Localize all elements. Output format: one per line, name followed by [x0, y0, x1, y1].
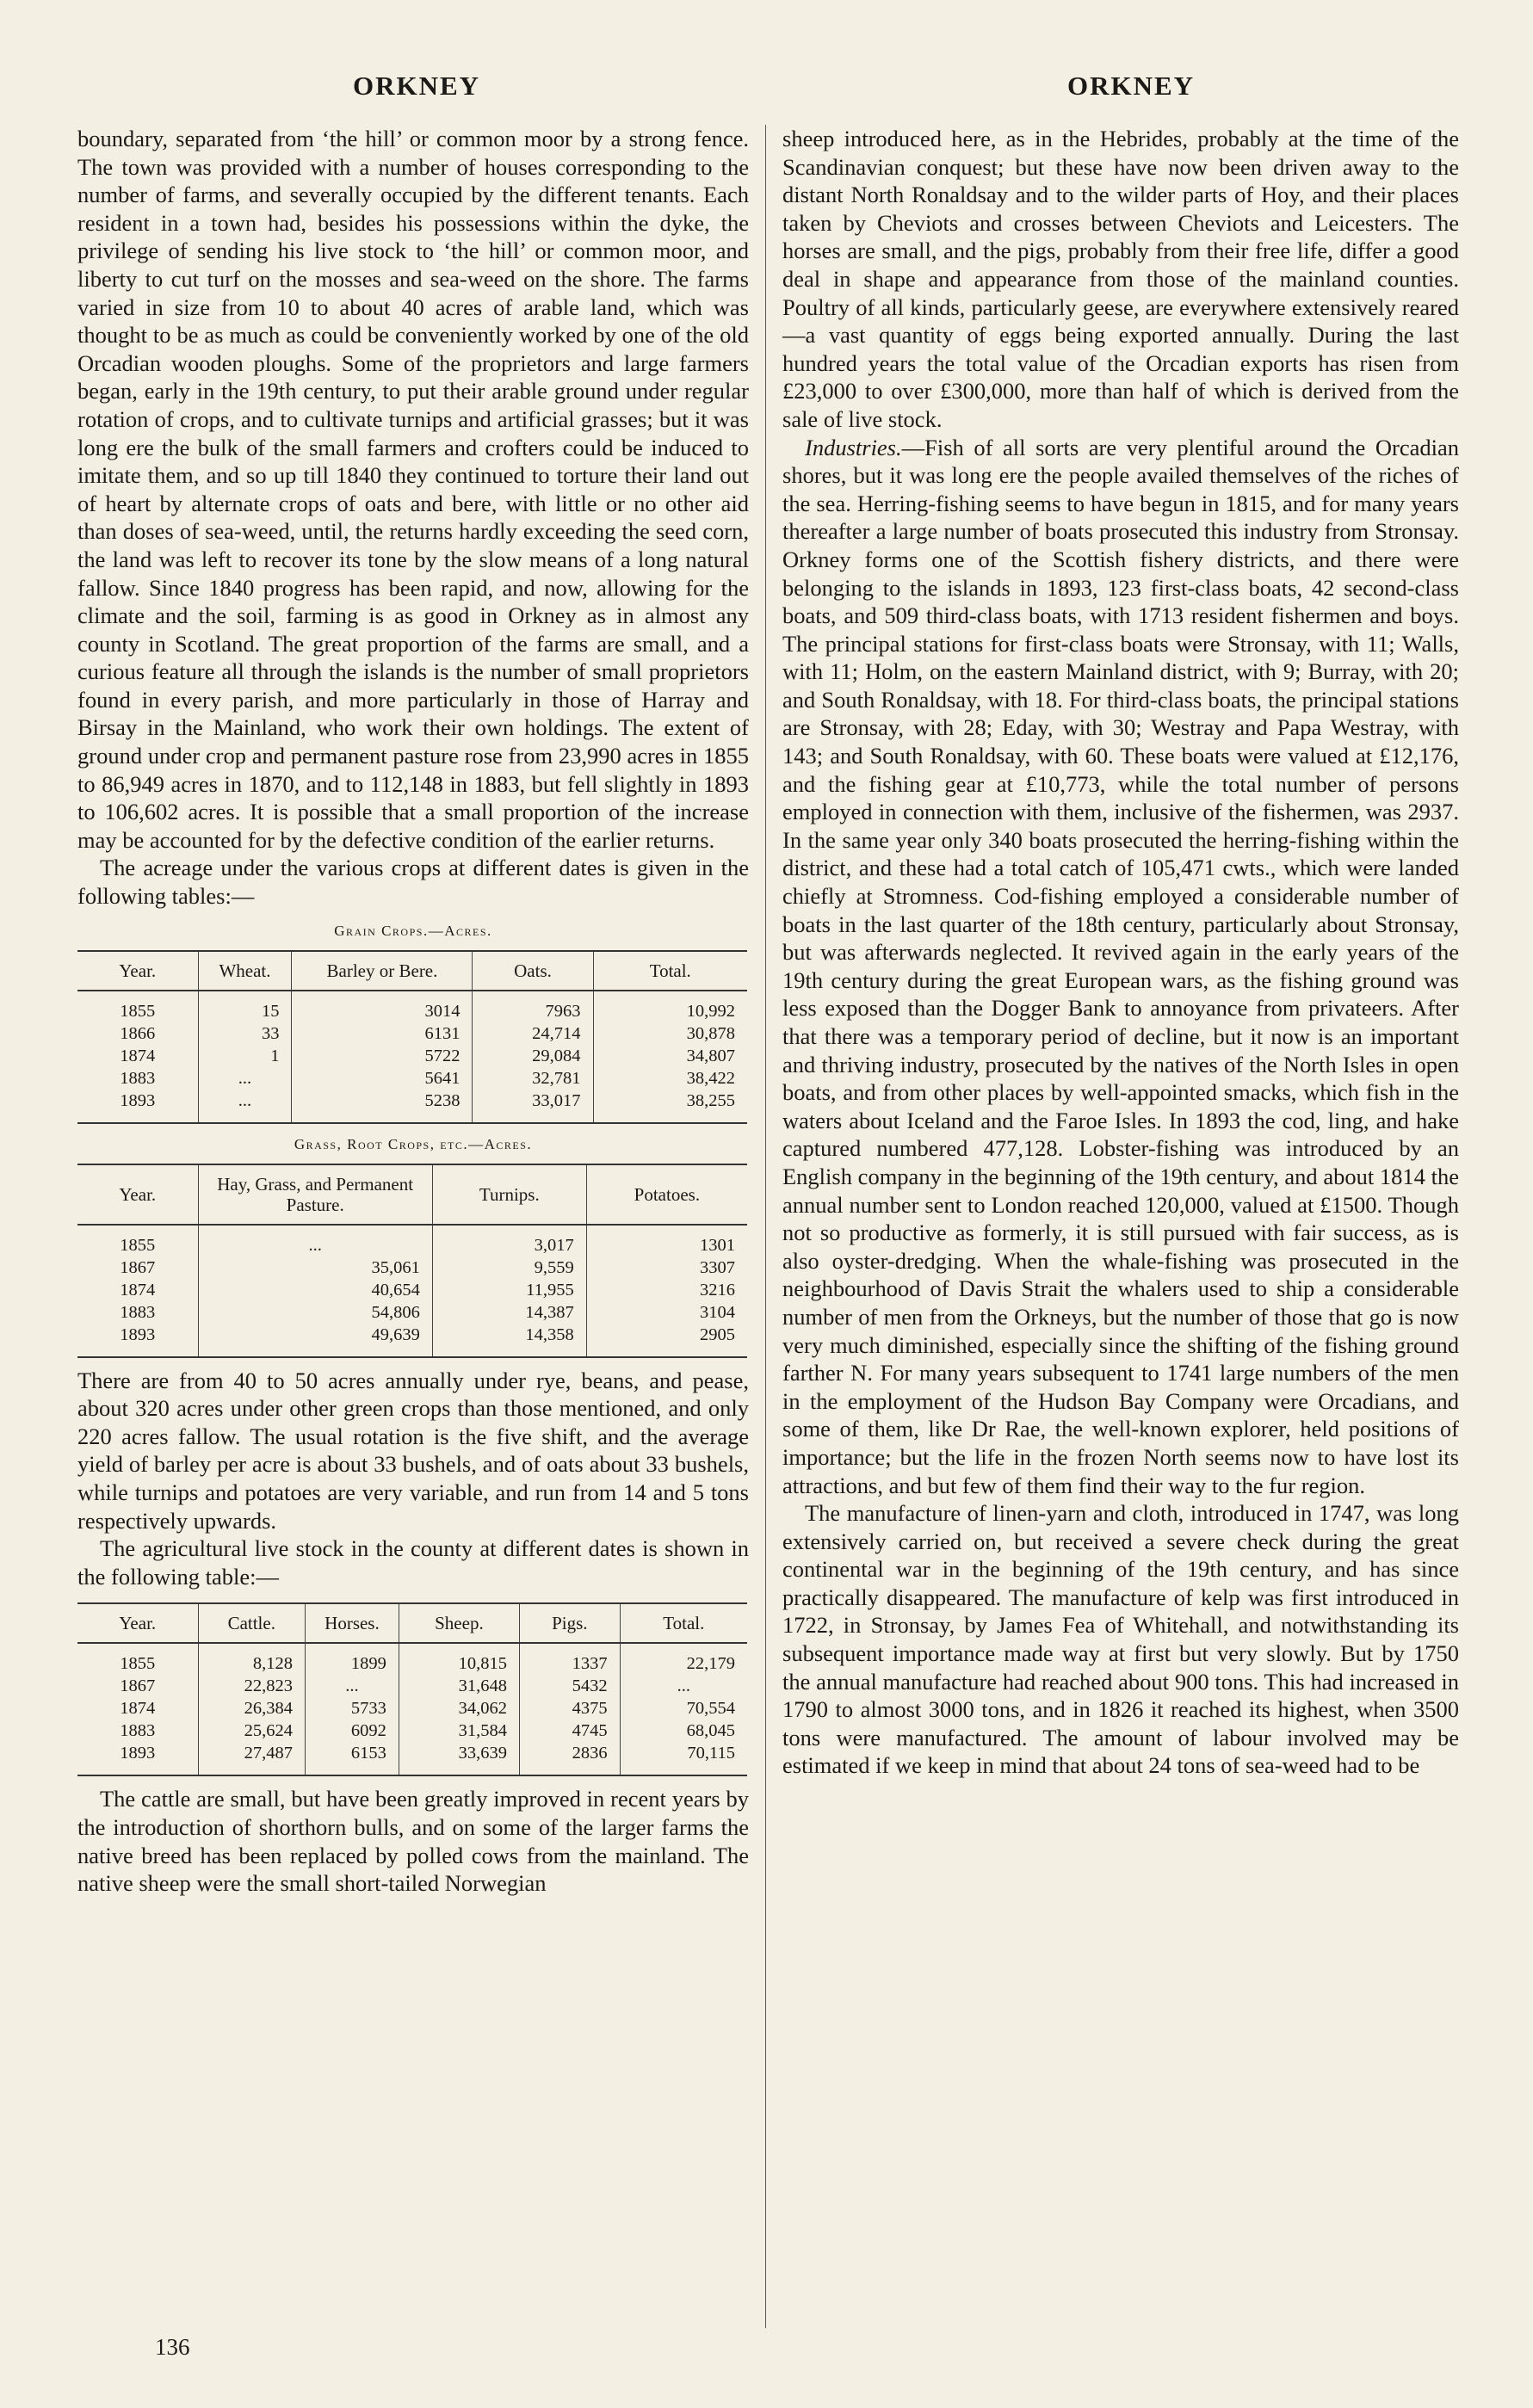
- paragraph: sheep introduced here, as in the Hebrides, probably at the time of the Scandinavian conquest; but these have now been driven away to the distant North Ronaldsay and to the wilder parts of Hoy, and their places taken by Cheviots and crosses between Cheviots and Leicesters. The horses are small, and the pigs, probably from their free life, differ a good deal in shape and appearance from those of the mainland counties. Poultry of all kinds, particularly geese, are everywhere extensively reared—a vast quantity of eggs being exported annually. During the last hundred years the total value of the Orcadian exports has risen from £23,000 to over £300,000, more than half of which is derived from the sale of live stock.: [782, 126, 1459, 432]
- running-head-left: ORKNEY: [353, 71, 481, 101]
- column-divider: [765, 125, 766, 2328]
- table-cell: 49,639: [198, 1324, 432, 1357]
- table-cell: 33,639: [399, 1742, 519, 1775]
- table-cell: 25,624: [198, 1720, 305, 1742]
- column-header: Hay, Grass, and Permanent Pasture.: [198, 1164, 432, 1225]
- table-cell: 70,554: [620, 1697, 747, 1720]
- table-cell: 40,654: [198, 1279, 432, 1301]
- table-cell: 9,559: [432, 1256, 586, 1279]
- table-row: [77, 1742, 747, 1775]
- paragraph: The agricultural live stock in the county at different dates is shown in the following table:—: [77, 1535, 749, 1590]
- table-cell: 38,255: [593, 1090, 747, 1123]
- table-row: [77, 1279, 747, 1301]
- table-cell: 35,061: [198, 1256, 432, 1279]
- table-cell: 1893: [77, 1742, 198, 1775]
- column-header: Year.: [77, 1603, 198, 1643]
- table-cell: 31,648: [399, 1675, 519, 1697]
- table-row: [77, 1301, 747, 1324]
- table-cell: 1874: [120, 1699, 156, 1719]
- table-cell: 5641: [292, 1067, 473, 1090]
- column-header: Turnips.: [432, 1164, 586, 1225]
- table-cell: 54,806: [198, 1301, 432, 1324]
- table-cell: 31,584: [399, 1720, 519, 1742]
- table-cell: 38,422: [593, 1067, 747, 1090]
- table-cell: 3307: [586, 1256, 747, 1279]
- paragraph: There are from 40 to 50 acres annually under rye, beans, and pease, about 320 acres under other green crops than those mentioned, and only 220 acres fallow. The usual rotation is the five shift, and the average yield of barley per acre is about 33 bushels, and of oats about 33 bushels, while turnips and potatoes are very variable, and run from 14 and 5 tons respectively upwards.: [77, 1367, 749, 1534]
- table-cell: 70,115: [620, 1742, 747, 1775]
- column-header: Wheat.: [198, 951, 292, 991]
- left-column: [77, 125, 749, 1898]
- table-cell: 1337: [519, 1643, 620, 1675]
- column-header: Cattle.: [198, 1603, 305, 1643]
- table-cell: 1301: [586, 1225, 747, 1256]
- column-header: Oats.: [473, 951, 593, 991]
- page-number: 136: [155, 2334, 190, 2360]
- table-cell: 1855: [120, 1235, 156, 1255]
- table-cell: 11,955: [432, 1279, 586, 1301]
- grass-root-crops-table: [77, 1164, 747, 1358]
- table-cell: 1866: [120, 1023, 156, 1043]
- table-cell: 29,084: [473, 1045, 593, 1067]
- table-cell: 5238: [292, 1090, 473, 1123]
- column-header: Total.: [620, 1603, 747, 1643]
- paragraph: [782, 434, 1459, 1500]
- table-row: [77, 1697, 747, 1720]
- table-cell: 1893: [77, 1090, 198, 1123]
- table-cell: 22,823: [198, 1675, 305, 1697]
- table-cell: 10,815: [399, 1643, 519, 1675]
- table-row: [77, 1720, 747, 1742]
- live-stock-table: [77, 1602, 747, 1776]
- table-cell: 1855: [120, 1654, 156, 1674]
- table-cell: 7963: [473, 991, 593, 1022]
- table-cell: 4745: [519, 1720, 620, 1742]
- column-header: Total.: [593, 951, 747, 991]
- table-row: [77, 991, 747, 1022]
- table-cell: 14,358: [432, 1324, 586, 1357]
- table-cell: 30,878: [593, 1022, 747, 1045]
- table-cell: 26,384: [198, 1697, 305, 1720]
- table-cell: 6131: [292, 1022, 473, 1045]
- table-cell: 1883: [120, 1068, 156, 1088]
- column-header: Potatoes.: [586, 1164, 747, 1225]
- table-cell: 33: [198, 1022, 292, 1045]
- paragraph-text: —Fish of all sorts are very plentiful around the Orcadian shores, but it was long ere the people availed themselves of the riches of the sea. Herring-fishing seems to have begun in 1815, and for many years thereafter a large number of boats prosecuted this industry from Stronsay. Orkney forms one of the Scottish fishery districts, and there were belonging to the islands in 1893, 123 first-class boats, 42 second-class boats, and 509 third-class boats, with 1713 resident fishermen and boys. The principal stations for first-class boats were Stronsay, with 11; Walls, with 11; Holm, on the eastern Mainland district, with 9; Burray, with 20; and South Ronaldsay, with 18. For third-class boats, the principal stations are Stronsay, with 28; Eday, with 30; Westray and Papa Westray, with 143; and South Ronaldsay, with 60. These boats were valued at £12,176, and the fishing gear at £10,773, while the total number of persons employed in connection with them, inclusive of the fishermen, was 2937. In the same year only 340 boats prosecuted the herring-fishing within the district, and these had a total catch of 105,471 cwts., which were landed chiefly at Stromness. Cod-fishing employed a considerable number of boats in the last quarter of the 18th century, particularly about Stronsay, but was afterwards neglected. It revived again in the early years of the 19th century during the great European wars, as the fishing ground was less exposed than the Dogger Bank to annoyance from privateers. After that there was a temporary period of decline, but it now is an important and thriving industry, prosecuted by the natives of the North Isles in open boats, and from other places by well-appointed smacks, which fish in the waters about Iceland and the Faroe Isles. In 1893 the cod, ling, and hake captured numbered 477,128. Lobster-fishing was introduced by an English company in the beginning of the 19th century, and about 1814 the annual number sent to London reached 120,000, valued at £1500. Though not so productive as formerly, it is still pursued with fair success, as is also oyster-dredging. When the whale-fishing was prosecuted in the neighbourhood of Davis Strait the whalers used to ship a considerable number of men from the Orkneys, but the number of those that go is now very much diminished, especially since the shifting of the fishing ground farther N. For many years subsequent to 1741 large numbers of the men in the employment of the Hudson Bay Company were Orcadians, and some of them, like Dr Rae, the well-known explorer, held positions of importance; but the life in the frozen North seems now to have lost its attractions, and but few of them find their way to the fur region.: [782, 434, 1459, 1498]
- table-cell: ...: [620, 1675, 747, 1697]
- column-header: Year.: [77, 1164, 198, 1225]
- table-cell: 1874: [120, 1280, 156, 1300]
- section-lead: Industries.: [805, 434, 902, 460]
- table-row: [77, 1022, 747, 1045]
- right-column: [782, 125, 1459, 1780]
- table-cell: 8,128: [198, 1643, 305, 1675]
- table-cell: 1883: [120, 1721, 156, 1741]
- grain-crops-table: [77, 950, 747, 1124]
- running-head-right: ORKNEY: [1067, 71, 1196, 101]
- table-row: [77, 1643, 747, 1675]
- paragraph: boundary, separated from ‘the hill’ or common moor by a strong fence. The town was provided with a number of houses corresponding to the number of farms, and severally occupied by the different tenants. Each resident in a town had, besides his possessions within the dyke, the privilege of sending his live stock to ‘the hill’ or common moor, and liberty to cut turf on the mosses and sea-weed on the shore. The farms varied in size from 10 to about 40 acres of arable land, which was thought to be as much as could be conveniently worked by one of the old Orcadian wooden ploughs. Some of the proprietors and large farmers began, early in the 19th century, to put their arable ground under regular rotation of crops, and to cultivate turnips and artificial grasses; but it was long ere the bulk of the small farmers and crofters could be induced to imitate them, and so up till 1840 they continued to torture their land out of heart by alternate crops of oats and bere, with little or no other aid than doses of sea-weed, until, the returns hardly exceeding the seed corn, the land was left to recover its tone by the slow means of a long natural fallow. Since 1840 progress has been rapid, and now, allowing for the climate and the soil, farming is as good in Orkney as in almost any county in Scotland. The great proportion of the farms are small, and a curious feature all through the islands is the number of small proprietors found in every parish, and more particularly in those of Harray and Birsay in the Mainland, who work their own holdings. The extent of ground under crop and permanent pasture rose from 23,990 acres in 1855 to 86,949 acres in 1870, and to 112,148 in 1883, but fell slightly in 1893 to 106,602 acres. It is possible that a small proportion of the increase may be accounted for by the defective condition of the earlier returns.: [77, 126, 749, 853]
- table-row: [77, 1324, 747, 1357]
- table-cell: 15: [198, 991, 292, 1022]
- table-cell: 1867: [120, 1676, 156, 1696]
- table-cell: 2836: [519, 1742, 620, 1775]
- table-cell: 5722: [292, 1045, 473, 1067]
- table-cell: 68,045: [620, 1720, 747, 1742]
- table-cell: ...: [198, 1225, 432, 1256]
- table-row: [77, 1090, 747, 1123]
- table-cell: 4375: [519, 1697, 620, 1720]
- table-cell: 1893: [77, 1324, 198, 1357]
- table-cell: ...: [306, 1675, 399, 1697]
- table-cell: 1855: [120, 1001, 156, 1021]
- table-caption: Grass, Root Crops, etc.—Acres.: [294, 1135, 533, 1152]
- table-cell: 3014: [292, 991, 473, 1022]
- table-cell: 5432: [519, 1675, 620, 1697]
- table-cell: 3,017: [432, 1225, 586, 1256]
- table-cell: 6092: [306, 1720, 399, 1742]
- column-header: Pigs.: [519, 1603, 620, 1643]
- table-cell: 3104: [586, 1301, 747, 1324]
- table-cell: 6153: [306, 1742, 399, 1775]
- table-cell: 1883: [120, 1302, 156, 1322]
- table-row: [77, 1045, 747, 1067]
- column-header: Year.: [77, 951, 198, 991]
- table-cell: 14,387: [432, 1301, 586, 1324]
- table-cell: 33,017: [473, 1090, 593, 1123]
- table-row: [77, 1067, 747, 1090]
- column-header: Barley or Bere.: [292, 951, 473, 991]
- table-cell: 10,992: [593, 991, 747, 1022]
- table-cell: 1: [198, 1045, 292, 1067]
- table-cell: 34,062: [399, 1697, 519, 1720]
- paragraph: The cattle are small, but have been greatly improved in recent years by the introduction of shorthorn bulls, and on some of the larger farms the native breed has been replaced by polled cows from the mainland. The native sheep were the small short-tailed Norwegian: [77, 1786, 749, 1897]
- table-cell: 3216: [586, 1279, 747, 1301]
- table-cell: 1899: [306, 1643, 399, 1675]
- column-header: Sheep.: [399, 1603, 519, 1643]
- table-row: [77, 1675, 747, 1697]
- table-cell: 2905: [586, 1324, 747, 1357]
- table-cell: 5733: [306, 1697, 399, 1720]
- table-cell: 32,781: [473, 1067, 593, 1090]
- table-cell: ...: [198, 1090, 292, 1123]
- table-cell: 27,487: [198, 1742, 305, 1775]
- table-cell: 1867: [120, 1257, 156, 1277]
- table-cell: 34,807: [593, 1045, 747, 1067]
- table-caption: Grain Crops.—Acres.: [334, 922, 492, 939]
- table-cell: 22,179: [620, 1643, 747, 1675]
- table-row: [77, 1256, 747, 1279]
- table-cell: 24,714: [473, 1022, 593, 1045]
- paragraph: The acreage under the various crops at different dates is given in the following tables:—: [77, 855, 749, 910]
- table-row: [77, 1225, 747, 1256]
- column-header: Horses.: [306, 1603, 399, 1643]
- paragraph: The manufacture of linen-yarn and cloth, introduced in 1747, was long extensively carried on, but received a severe check during the great continental war in the beginning of the 19th century, and has since practically disappeared. The manufacture of kelp was first introduced in 1722, in Stronsay, by James Fea of Whitehall, and notwithstanding its subsequent importance made way at first but very slowly. But by 1750 the annual manufacture had reached about 900 tons. This had increased in 1790 to almost 3000 tons, and in 1826 it reached its highest, when 3500 tons were manufactured. The amount of labour involved may be estimated if we keep in mind that about 24 tons of sea-weed had to be: [782, 1500, 1459, 1779]
- table-cell: 1874: [120, 1046, 156, 1065]
- table-cell: ...: [198, 1067, 292, 1090]
